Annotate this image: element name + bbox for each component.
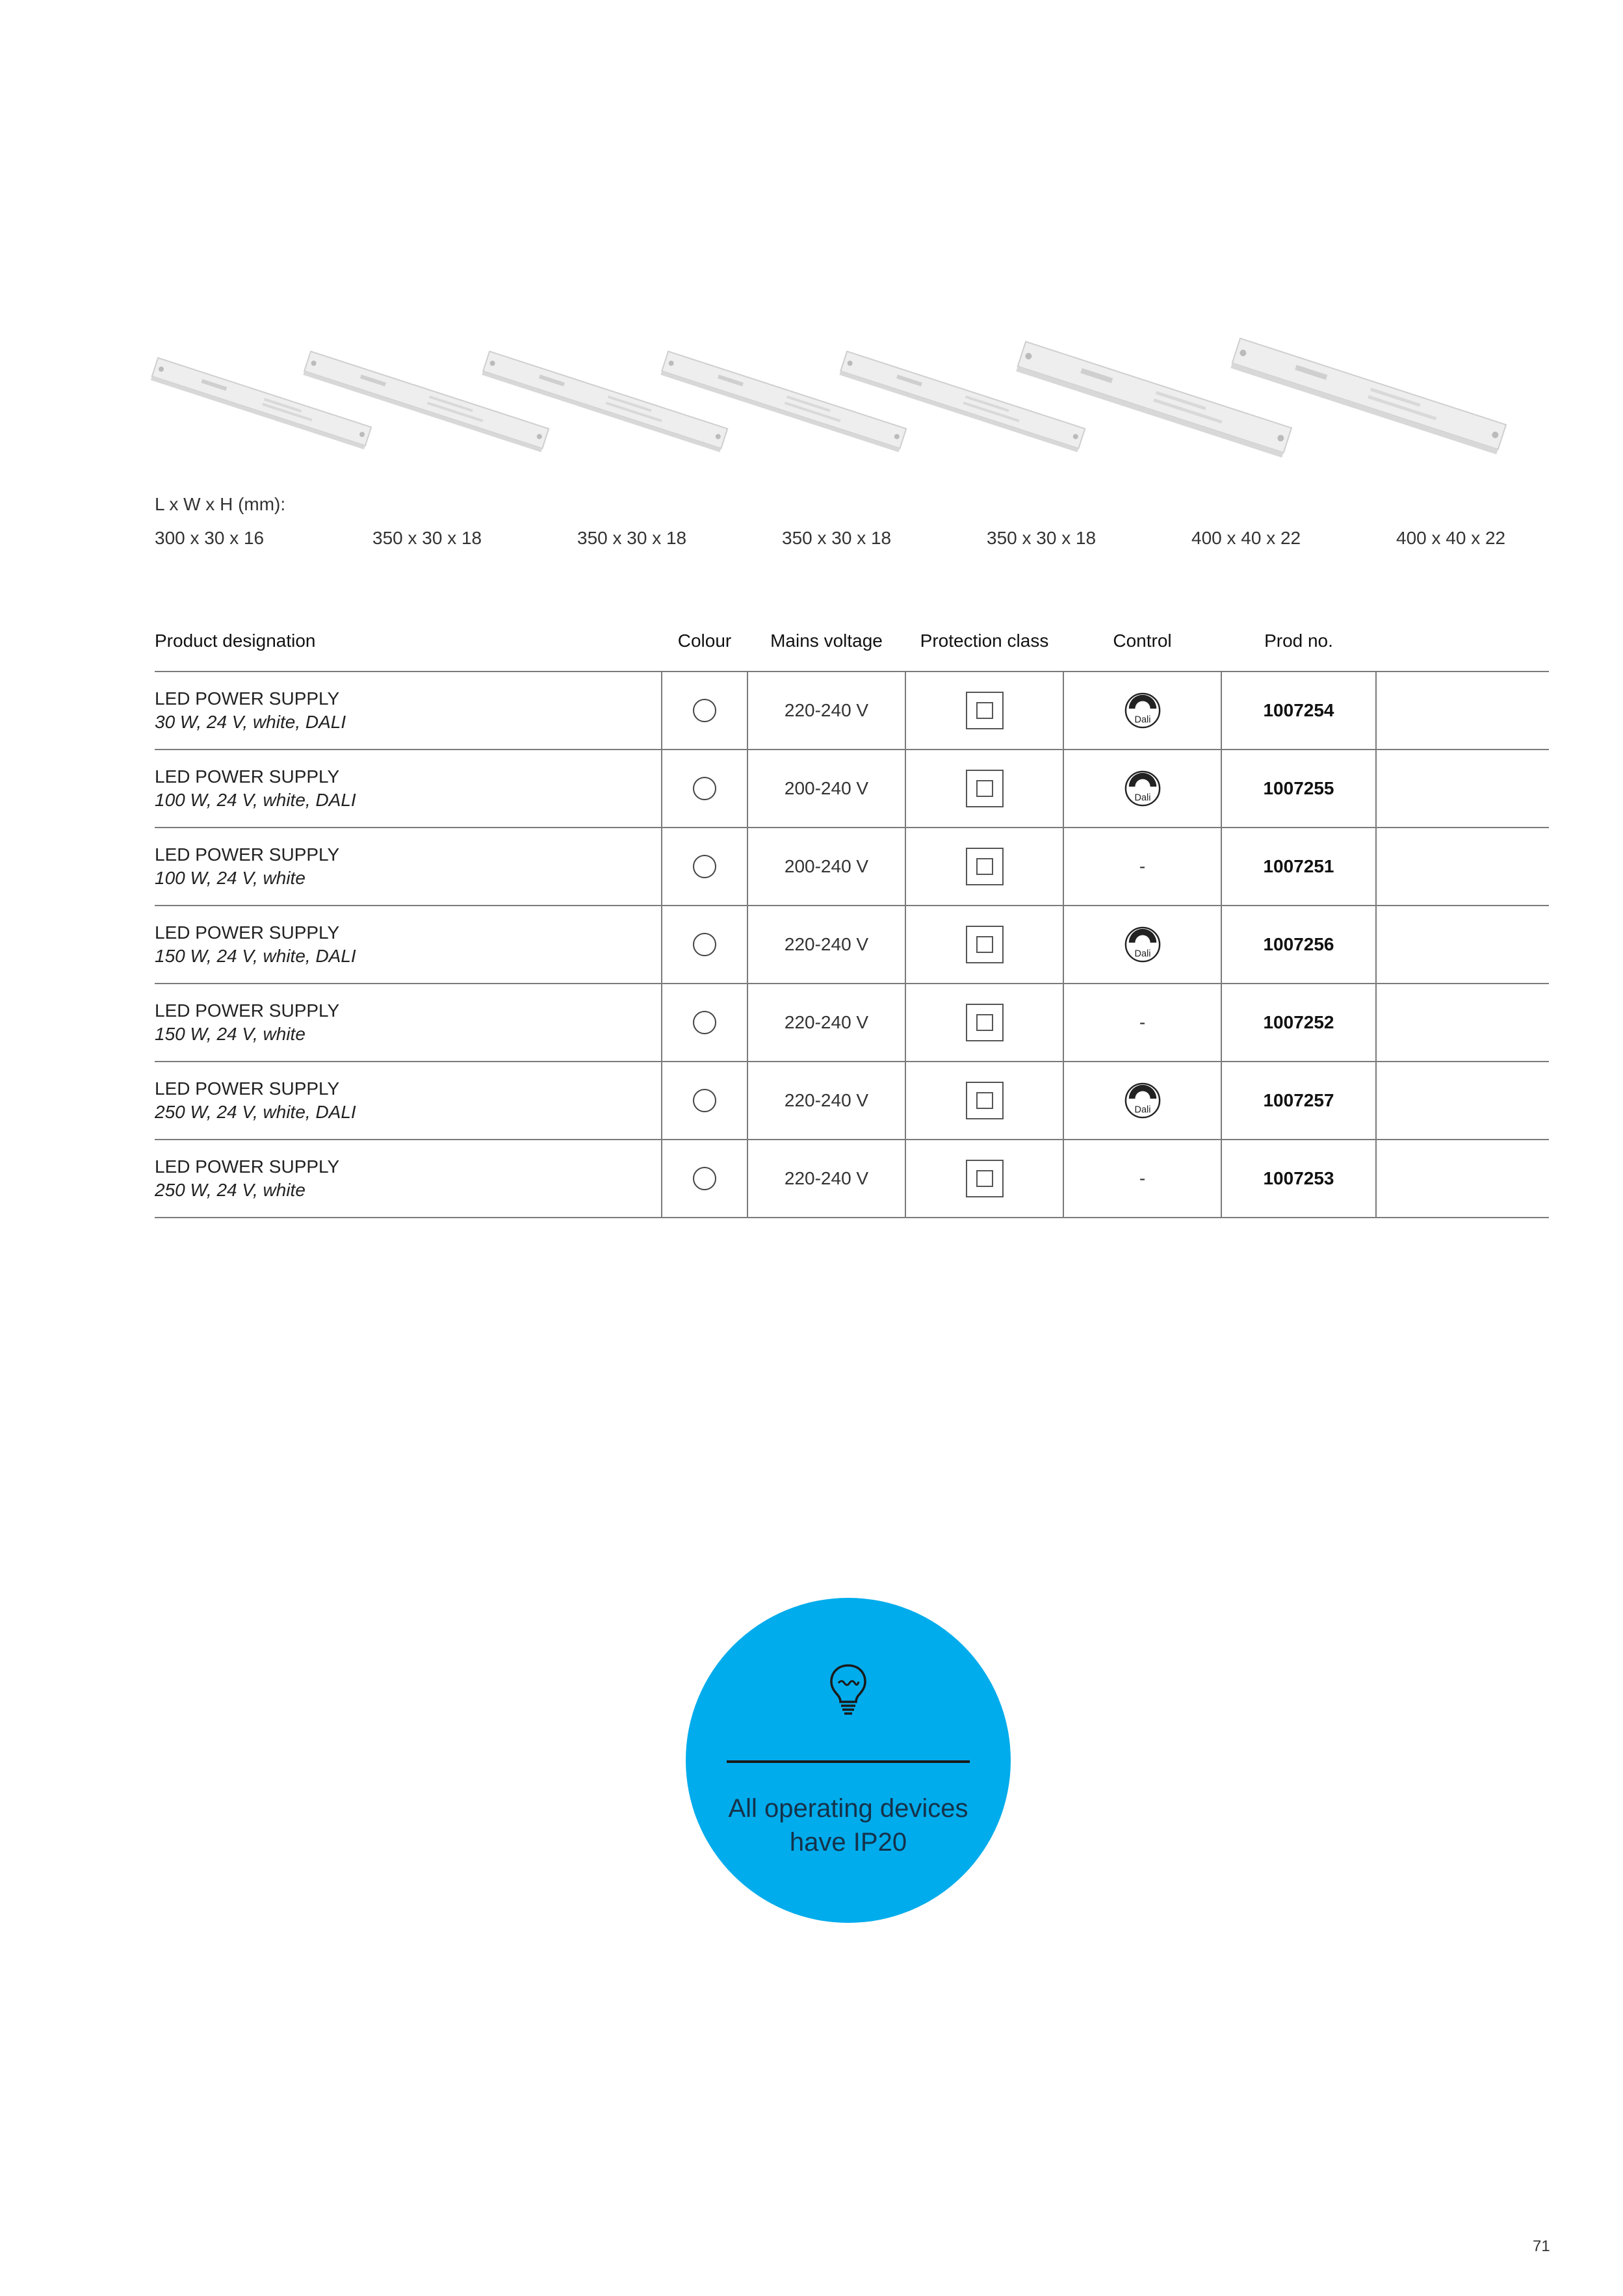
table-row — [155, 984, 1549, 1062]
control-cell — [1063, 1062, 1221, 1140]
mains-voltage: 200-240 V — [747, 750, 905, 828]
header-empty — [1376, 631, 1549, 672]
dali-label: Dali — [1134, 792, 1150, 803]
protection-class-cell — [905, 984, 1063, 1062]
header-colour: Colour — [662, 631, 747, 672]
product-spec: 250 W, 24 V, white, DALI — [155, 1102, 356, 1122]
header-product-designation: Product designation — [155, 631, 662, 672]
product-name: LED POWER SUPPLY — [155, 844, 340, 865]
control-cell — [1063, 672, 1221, 750]
white-colour-swatch-icon — [693, 777, 716, 800]
empty-cell — [1376, 984, 1549, 1062]
white-colour-swatch-icon — [693, 1089, 716, 1112]
product-designation — [155, 1062, 662, 1140]
product-spec: 100 W, 24 V, white — [155, 868, 305, 888]
dimension-value: 350 x 30 x 18 — [372, 528, 482, 548]
protection-class-cell — [905, 828, 1063, 906]
empty-cell — [1376, 906, 1549, 984]
product-spec: 250 W, 24 V, white — [155, 1180, 305, 1200]
mains-voltage: 220-240 V — [747, 1140, 905, 1218]
table-header-row — [155, 631, 1549, 672]
control-cell — [1063, 906, 1221, 984]
control-none: - — [1063, 828, 1221, 906]
product-designation — [155, 672, 662, 750]
dali-label: Dali — [1134, 948, 1150, 959]
badge-text — [712, 1792, 985, 1859]
product-name: LED POWER SUPPLY — [155, 922, 340, 943]
dimension-value: 350 x 30 x 18 — [577, 528, 687, 548]
colour-cell — [662, 750, 747, 828]
product-name: LED POWER SUPPLY — [155, 1000, 340, 1021]
power-supply-image-7 — [1235, 338, 1521, 455]
empty-cell — [1376, 672, 1549, 750]
protection-class-cell — [905, 672, 1063, 750]
product-table — [155, 631, 1549, 1218]
dali-icon — [1124, 926, 1162, 963]
table-row — [155, 906, 1549, 984]
prod-no: 1007253 — [1221, 1140, 1376, 1218]
product-designation — [155, 750, 662, 828]
protection-class-cell — [905, 1062, 1063, 1140]
product-spec: 150 W, 24 V, white — [155, 1024, 305, 1044]
product-spec: 100 W, 24 V, white, DALI — [155, 790, 356, 810]
empty-cell — [1376, 1140, 1549, 1218]
product-name: LED POWER SUPPLY — [155, 1078, 340, 1099]
prod-no: 1007257 — [1221, 1062, 1376, 1140]
protection-class-cell — [905, 750, 1063, 828]
dali-icon — [1124, 1082, 1162, 1119]
colour-cell — [662, 984, 747, 1062]
product-spec: 150 W, 24 V, white, DALI — [155, 946, 356, 966]
dimension-value: 300 x 30 x 16 — [155, 528, 265, 548]
colour-cell — [662, 1062, 747, 1140]
protection-class-ii-icon — [966, 1004, 1004, 1041]
table-row — [155, 828, 1549, 906]
dali-label: Dali — [1134, 714, 1150, 725]
colour-cell — [662, 906, 747, 984]
header-prod-no: Prod no. — [1221, 631, 1376, 672]
white-colour-swatch-icon — [693, 933, 716, 956]
dimension-value: 400 x 40 x 22 — [1191, 528, 1301, 548]
product-designation — [155, 906, 662, 984]
badge-line-1: All operating devices — [728, 1794, 968, 1823]
colour-cell — [662, 672, 747, 750]
product-name: LED POWER SUPPLY — [155, 766, 340, 787]
colour-cell — [662, 1140, 747, 1218]
control-cell — [1063, 750, 1221, 828]
dali-icon — [1124, 770, 1162, 807]
header-mains-voltage: Mains voltage — [747, 631, 905, 672]
dimension-value: 400 x 40 x 22 — [1396, 528, 1506, 548]
mains-voltage: 220-240 V — [747, 672, 905, 750]
table-row — [155, 750, 1549, 828]
prod-no: 1007255 — [1221, 750, 1376, 828]
mains-voltage: 220-240 V — [747, 984, 905, 1062]
badge-line-2: have IP20 — [789, 1828, 907, 1857]
dimensions-row — [155, 528, 1546, 554]
protection-class-cell — [905, 906, 1063, 984]
ip20-info-badge — [686, 1598, 1011, 1923]
protection-class-ii-icon — [966, 848, 1004, 885]
header-control: Control — [1063, 631, 1221, 672]
prod-no: 1007254 — [1221, 672, 1376, 750]
product-designation — [155, 984, 662, 1062]
product-images — [153, 338, 1544, 468]
product-name: LED POWER SUPPLY — [155, 1156, 340, 1177]
dali-icon — [1124, 692, 1162, 729]
control-none: - — [1063, 1140, 1221, 1218]
prod-no: 1007252 — [1221, 984, 1376, 1062]
prod-no: 1007251 — [1221, 828, 1376, 906]
table-row — [155, 672, 1549, 750]
product-spec: 30 W, 24 V, white, DALI — [155, 712, 346, 732]
colour-cell — [662, 828, 747, 906]
white-colour-swatch-icon — [693, 699, 716, 722]
mains-voltage: 220-240 V — [747, 906, 905, 984]
dimension-value: 350 x 30 x 18 — [987, 528, 1097, 548]
empty-cell — [1376, 750, 1549, 828]
dimension-value: 350 x 30 x 18 — [782, 528, 892, 548]
header-protection-class: Protection class — [905, 631, 1063, 672]
prod-no: 1007256 — [1221, 906, 1376, 984]
badge-divider — [727, 1760, 970, 1763]
table-row — [155, 1140, 1549, 1218]
mains-voltage: 220-240 V — [747, 1062, 905, 1140]
protection-class-ii-icon — [966, 926, 1004, 963]
protection-class-ii-icon — [966, 1160, 1004, 1197]
white-colour-swatch-icon — [693, 1011, 716, 1034]
protection-class-cell — [905, 1140, 1063, 1218]
control-none: - — [1063, 984, 1221, 1062]
mains-voltage: 200-240 V — [747, 828, 905, 906]
lightbulb-icon — [827, 1663, 869, 1717]
protection-class-ii-icon — [966, 692, 1004, 729]
protection-class-ii-icon — [966, 1082, 1004, 1119]
dimensions-label: L x W x H (mm): — [155, 494, 286, 514]
product-name: LED POWER SUPPLY — [155, 688, 340, 709]
empty-cell — [1376, 828, 1549, 906]
empty-cell — [1376, 1062, 1549, 1140]
product-designation — [155, 1140, 662, 1218]
protection-class-ii-icon — [966, 770, 1004, 807]
page-number: 71 — [1533, 2237, 1550, 2255]
white-colour-swatch-icon — [693, 855, 716, 878]
dali-label: Dali — [1134, 1104, 1150, 1115]
table-row — [155, 1062, 1549, 1140]
product-designation — [155, 828, 662, 906]
white-colour-swatch-icon — [693, 1167, 716, 1190]
